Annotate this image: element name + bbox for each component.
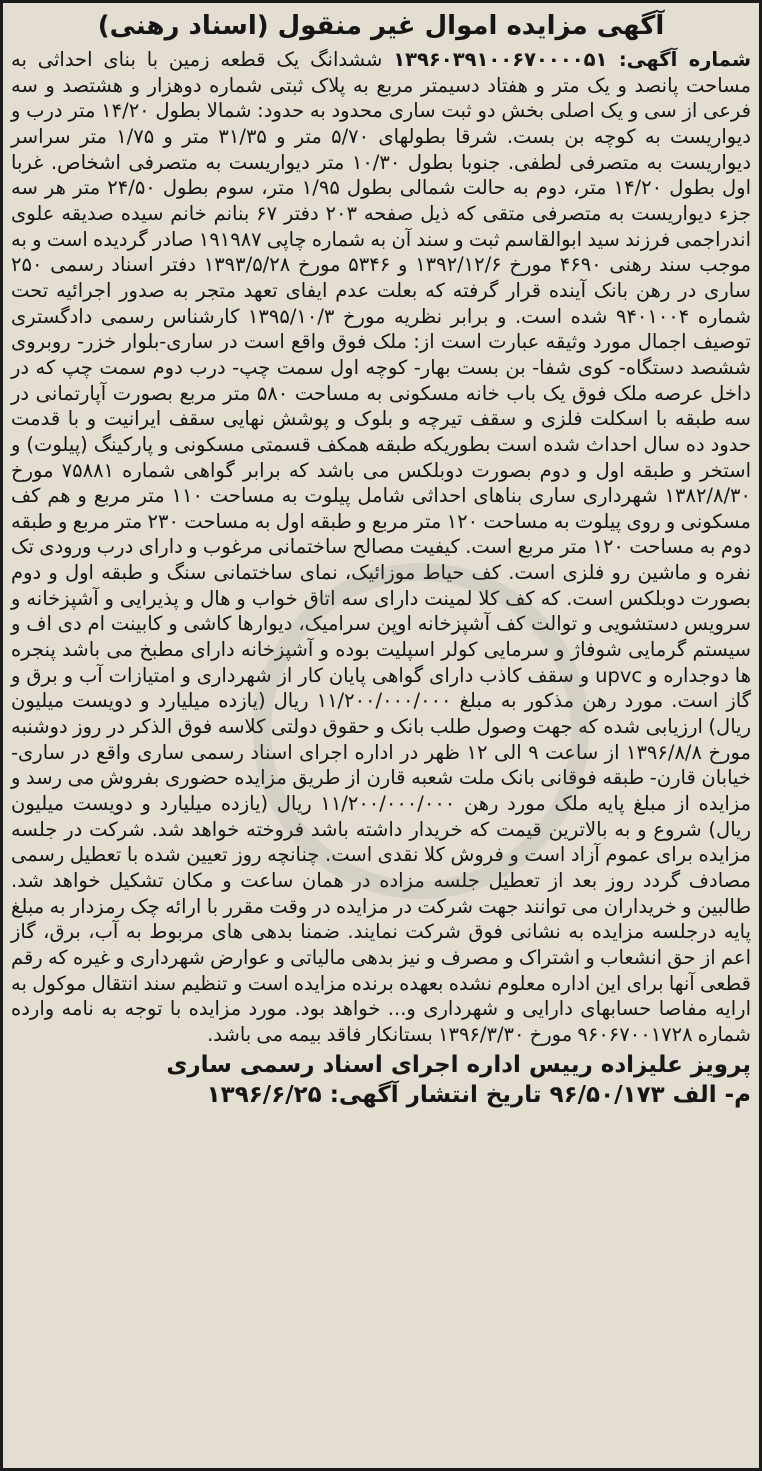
notice-body (11, 47, 751, 1048)
notice-body-text: ششدانگ یک قطعه زمین با بنای احداثی به مساحت پانصد و یک متر و هفتاد دسیمتر مربع به پلاک ثبتی شماره دوهزار و هشتصد و سه فرعی از سی و یک اصلی بخش دو ثبت ساری محدود به حدود: شمالا بطول ۱۴/۲۰ متر درب و دیواریست به کوچه بن بست. شرقا بطولهای ۵/۷۰ متر و ۳۱/۳۵ متر و ۱/۷۵ متر سراسر دیواریست به متصرفی لطفی. جنوبا بطول ۱۰/۳۰ متر دیواریست به متصرفی اشخاص. غربا اول بطول ۱۴/۲۰ متر، دوم به حالت شمالی بطول ۱/۹۵ متر، سوم بطول ۲۴/۵۰ متر هر سه جزء دیواریست به متصرفی متقی که ذیل صفحه ۲۰۳ دفتر ۶۷ بنانم خانم سیده صدیقه علوی اندراجمی فرزند سید ابوالقاسم ثبت و سند آن به شماره چاپی ۱۹۱۹۸۷ صادر گردیده است و به موجب سند رهنی ۴۶۹۰ مورخ ۱۳۹۲/۱۲/۶ و ۵۳۴۶ مورخ ۱۳۹۳/۵/۲۸ دفتر اسناد رسمی ۲۵۰ ساری در رهن بانک آینده قرار گرفته که بعلت عدم ایفای تعهد متجر به صدور اجرائیه تحت شماره ۹۴۰۱۰۰۴ شده است. و برابر نظریه مورخ ۱۳۹۵/۱۰/۳ کارشناس رسمی دادگستری توصیف اجمال مورد وثیقه عبارت است از: ملک فوق واقع است در ساری-بلوار خزر- روبروی ششصد دستگاه- کوی شفا- بن بست بهار- کوچه اول سمت چپ- درب دوم سمت چپ که در داخل عرصه ملک فوق یک باب خانه مسکونی به مساحت ۵۸۰ متر مربع بصورت آپارتمانی در سه طبقه با اسکلت فلزی و سقف تیرچه و بلوک و پوشش نهایی سقف ایرانیت و با قدمت حدود ده سال احداث شده است بطوریکه طبقه همکف قسمتی مسکونی و پارکینگ (پیلوت) و استخر و طبقه اول و دوم بصورت دوبلکس می باشد که برابر گواهی شماره ۷۵۸۸۱ مورخ ۱۳۸۲/۸/۳۰ شهرداری ساری بناهای احداثی شامل پیلوت به مساحت ۱۱۰ متر مربع و هم کف مسکونی و روی پیلوت به مساحت ۱۲۰ متر مربع و طبقه اول به مساحت ۲۳۰ متر مربع و طبقه دوم به مساحت ۱۲۰ متر مربع است. کیفیت مصالح ساختمانی مرغوب و دارای درب ورودی تک نفره و ماشین رو فلزی است. کف حیاط موزائیک، نمای ساختمانی سنگ و طبقه اول و دوم بصورت دوبلکس است. که کف کلا لمینت دارای سه اتاق خواب و هال و پذیرایی و آشپزخانه و سرویس دستشویی و توالت کف آشپزخانه اوپن سرامیک، دیوارها کاشی و کابینت ام دی اف و سیستم گرمایی شوفاژ و سرمایی کولر اسپلیت بوده و آشپزخانه دارای مطبخ می باشد پنجره ها دوجداره و upvc و سقف کاذب دارای گواهی پایان کار از شهرداری و امتیازات آب و برق و گاز است. مورد رهن مذکور به مبلغ ۱۱/۲۰۰/۰۰۰/۰۰۰ ریال (یازده میلیارد و دویست میلیون ریال) ارزیابی شده که جهت وصول طلب بانک و حقوق دولتی کلاسه فوق الذکر در روز دوشنبه مورخ ۱۳۹۶/۸/۸ از ساعت ۹ الی ۱۲ ظهر در اداره اجرای اسناد رسمی ساری واقع در ساری- خیابان قارن- طبقه فوقانی بانک ملت شعبه قارن از طریق مزایده حضوری بفروش می رسد و مزایده از مبلغ پایه ملک مورد رهن ۱۱/۲۰۰/۰۰۰/۰۰۰ ریال (یازده میلیارد و دویست میلیون ریال) شروع و به بالاترین قیمت که خریدار داشته باشد فروخته خواهد شد. شرکت در جلسه مزایده برای عموم آزاد است و فروش کلا نقدی است. چنانچه روز تعیین شده با تعطیل رسمی مصادف گردد روز بعد از تعطیل جلسه مزاده در همان ساعت و مکان تشکیل خواهد شد. طالبین و خریداران می توانند جهت شرکت در مزایده در وقت مقرر با ارائه چک رمزدار به مبلغ پایه درجلسه مزایده به نشانی فوق شرکت نمایند. ضمنا بدهی های مربوط به آب، برق، گاز اعم از حق انشعاب و اشتراک و مصرف و نیز بدهی مالیاتی و عوارض شهرداری و غیره که رقم قطعی آنها برای این اداره معلوم نشده بعهده برنده مزایده است و تنظیم سند انتقال موکول به ارایه مفاصا حسابهای دارایی و شهرداری و... خواهد بود. مورد مزایده با توجه به نامه وارده شماره ۹۶۰۶۷۰۰۱۷۲۸ مورخ ۱۳۹۶/۳/۳۰ بستانکار فاقد بیمه می باشد. (11, 48, 752, 1046)
signature-line: پرویز علیزاده رییس اداره اجرای اسناد رسمی ساری (166, 1051, 751, 1078)
ad-number: شماره آگهی: ۱۳۹۶۰۳۹۱۰۰۶۷۰۰۰۰۵۱ (393, 48, 752, 71)
notice-title: آگهی مزایده اموال غیر منقول (اسناد رهنی) (97, 11, 665, 41)
publication-reference: م- الف ۹۶/۵۰/۱۷۳ تاریخ انتشار آگهی: ۱۳۹۶/۶/۲۵ (206, 1081, 751, 1108)
